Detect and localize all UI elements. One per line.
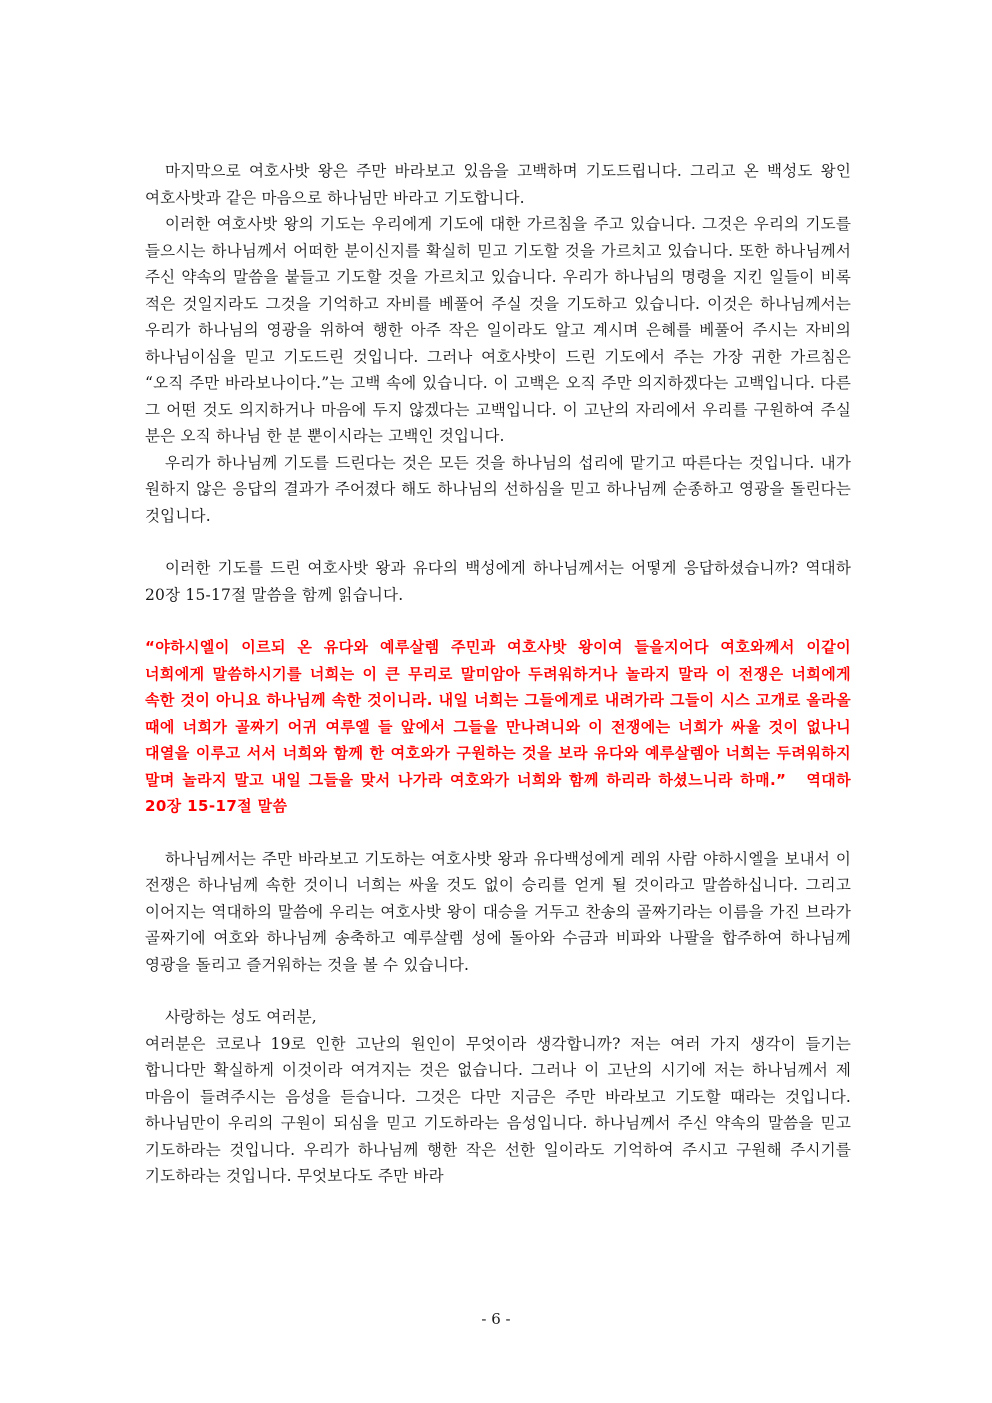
address-line: 사랑하는 성도 여러분, <box>165 1008 317 1026</box>
paragraph-4: 이러한 기도를 드린 여호사밧 왕과 유다의 백성에게 하나님께서는 어떻게 응답하셨습니까? 역대하 20장 15-17절 말씀을 함께 읽습니다. <box>145 559 851 604</box>
paragraph-spacer <box>145 820 851 846</box>
scripture-reference: 역대하 20장 15-17절 말씀 <box>145 770 851 815</box>
page-number: - 6 - <box>481 1310 511 1328</box>
paragraph-spacer <box>145 608 851 634</box>
paragraph-2: 이러한 여호사밧 왕의 기도는 우리에게 기도에 대한 가르침을 주고 있습니다. 그것은 우리의 기도를 들으시는 하나님께서 어떠한 분이신지를 확실히 믿고 기도할 것을 가르치고 있습니다. 또한 하나님께서 주신 약속의 말씀을 붙들고 기도할 것을 가르치고 있습니다. 우리가 하나님의 명령을 지킨 일들이 비록 적은 것일지라도 그것을 기억하고 자비를 베풀어 주실 것을 기도하고 있습니다. 이것은 하나님께서는 우리가 하나님의 영광을 위하여 행한 아주 작은 일이라도 알고 계시며 은혜를 베풀어 주시는 자비의 하나님이심을 믿고 기도드린 것입니다. 그러나 여호사밧이 드린 기도에서 주는 가장 귀한 가르침은 “오직 주만 바라보나이다.”는 고백 속에 있습니다. 이 고백은 오직 주만 의지하겠다는 고백입니다. 다른 그 어떤 것도 의지하거나 마음에 두지 않겠다는 고백입니다. 이 고난의 자리에서 우리를 구원하여 주실 분은 오직 하나님 한 분 뿐이시라는 고백인 것입니다. <box>145 215 851 445</box>
paragraph-3: 우리가 하나님께 기도를 드린다는 것은 모든 것을 하나님의 섭리에 맡기고 따른다는 것입니다. 내가 원하지 않은 응답의 결과가 주어졌다 해도 하나님의 선하심을 믿고 하나님께 순종하고 영광을 돌린다는 것입니다. <box>145 453 851 525</box>
paragraph-spacer <box>145 978 851 1004</box>
scripture-quote <box>145 634 851 820</box>
document-body <box>145 158 851 1190</box>
paragraph-1: 마지막으로 여호사밧 왕은 주만 바라보고 있음을 고백하며 기도드립니다. 그리고 온 백성도 왕인 여호사밧과 같은 마음으로 하나님만 바라고 기도합니다. <box>145 162 851 207</box>
paragraph-5: 하나님께서는 주만 바라보고 기도하는 여호사밧 왕과 유다백성에게 레위 사람 야하시엘을 보내서 이 전쟁은 하나님께 속한 것이니 너희는 싸울 것도 없이 승리를 얻게 될 것이라고 말씀하십니다. 그리고 이어지는 역대하의 말씀에 우리는 여호사밧 왕이 대승을 거두고 찬송의 골짜기라는 이름을 가진 브라가 골짜기에 여호와 하나님께 송축하고 예루살렘 성에 돌아와 수금과 비파와 나팔을 합주하여 하나님께 영광을 돌리고 즐거워하는 것을 볼 수 있습니다. <box>145 849 851 974</box>
scripture-quote-text: “야하시엘이 이르되 온 유다와 예루살렘 주민과 여호사밧 왕이여 들을지어다 여호와께서 이같이 너희에게 말씀하시기를 너희는 이 큰 무리로 말미암아 두려워하거나 놀라지 말라 이 전쟁은 너희에게 속한 것이 아니요 하나님께 속한 것이니라. 내일 너희는 그들에게로 내려가라 그들이 시스 고개로 올라올 때에 너희가 골짜기 어귀 여루엘 들 앞에서 그들을 만나려니와 이 전쟁에는 너희가 싸울 것이 없나니 대열을 이루고 서서 너희와 함께 한 여호와가 구원하는 것을 보라 유다와 예루살렘아 너희는 두려워하지 말며 놀라지 말고 내일 그들을 맞서 나가라 여호와가 너희와 함께 하리라 하셨느니라 하매.” <box>145 638 851 789</box>
paragraph-spacer <box>145 529 851 555</box>
paragraph-6: 여러분은 코로나 19로 인한 고난의 원인이 무엇이라 생각합니까? 저는 여러 가지 생각이 들기는 합니다만 확실하게 이것이라 여겨지는 것은 없습니다. 그러나 이 고난의 시기에 저는 하나님께서 제 마음이 들려주시는 음성을 듣습니다. 그것은 다만 지금은 주만 바라보고 기도할 때라는 것입니다. 하나님만이 우리의 구원이 되심을 믿고 기도하라는 음성입니다. 하나님께서 주신 약속의 말씀을 믿고 기도하라는 것입니다. 우리가 하나님께 행한 작은 선한 일이라도 기억하여 주시고 구원해 주시기를 기도하라는 것입니다. 무엇보다도 주만 바라 <box>145 1034 851 1185</box>
